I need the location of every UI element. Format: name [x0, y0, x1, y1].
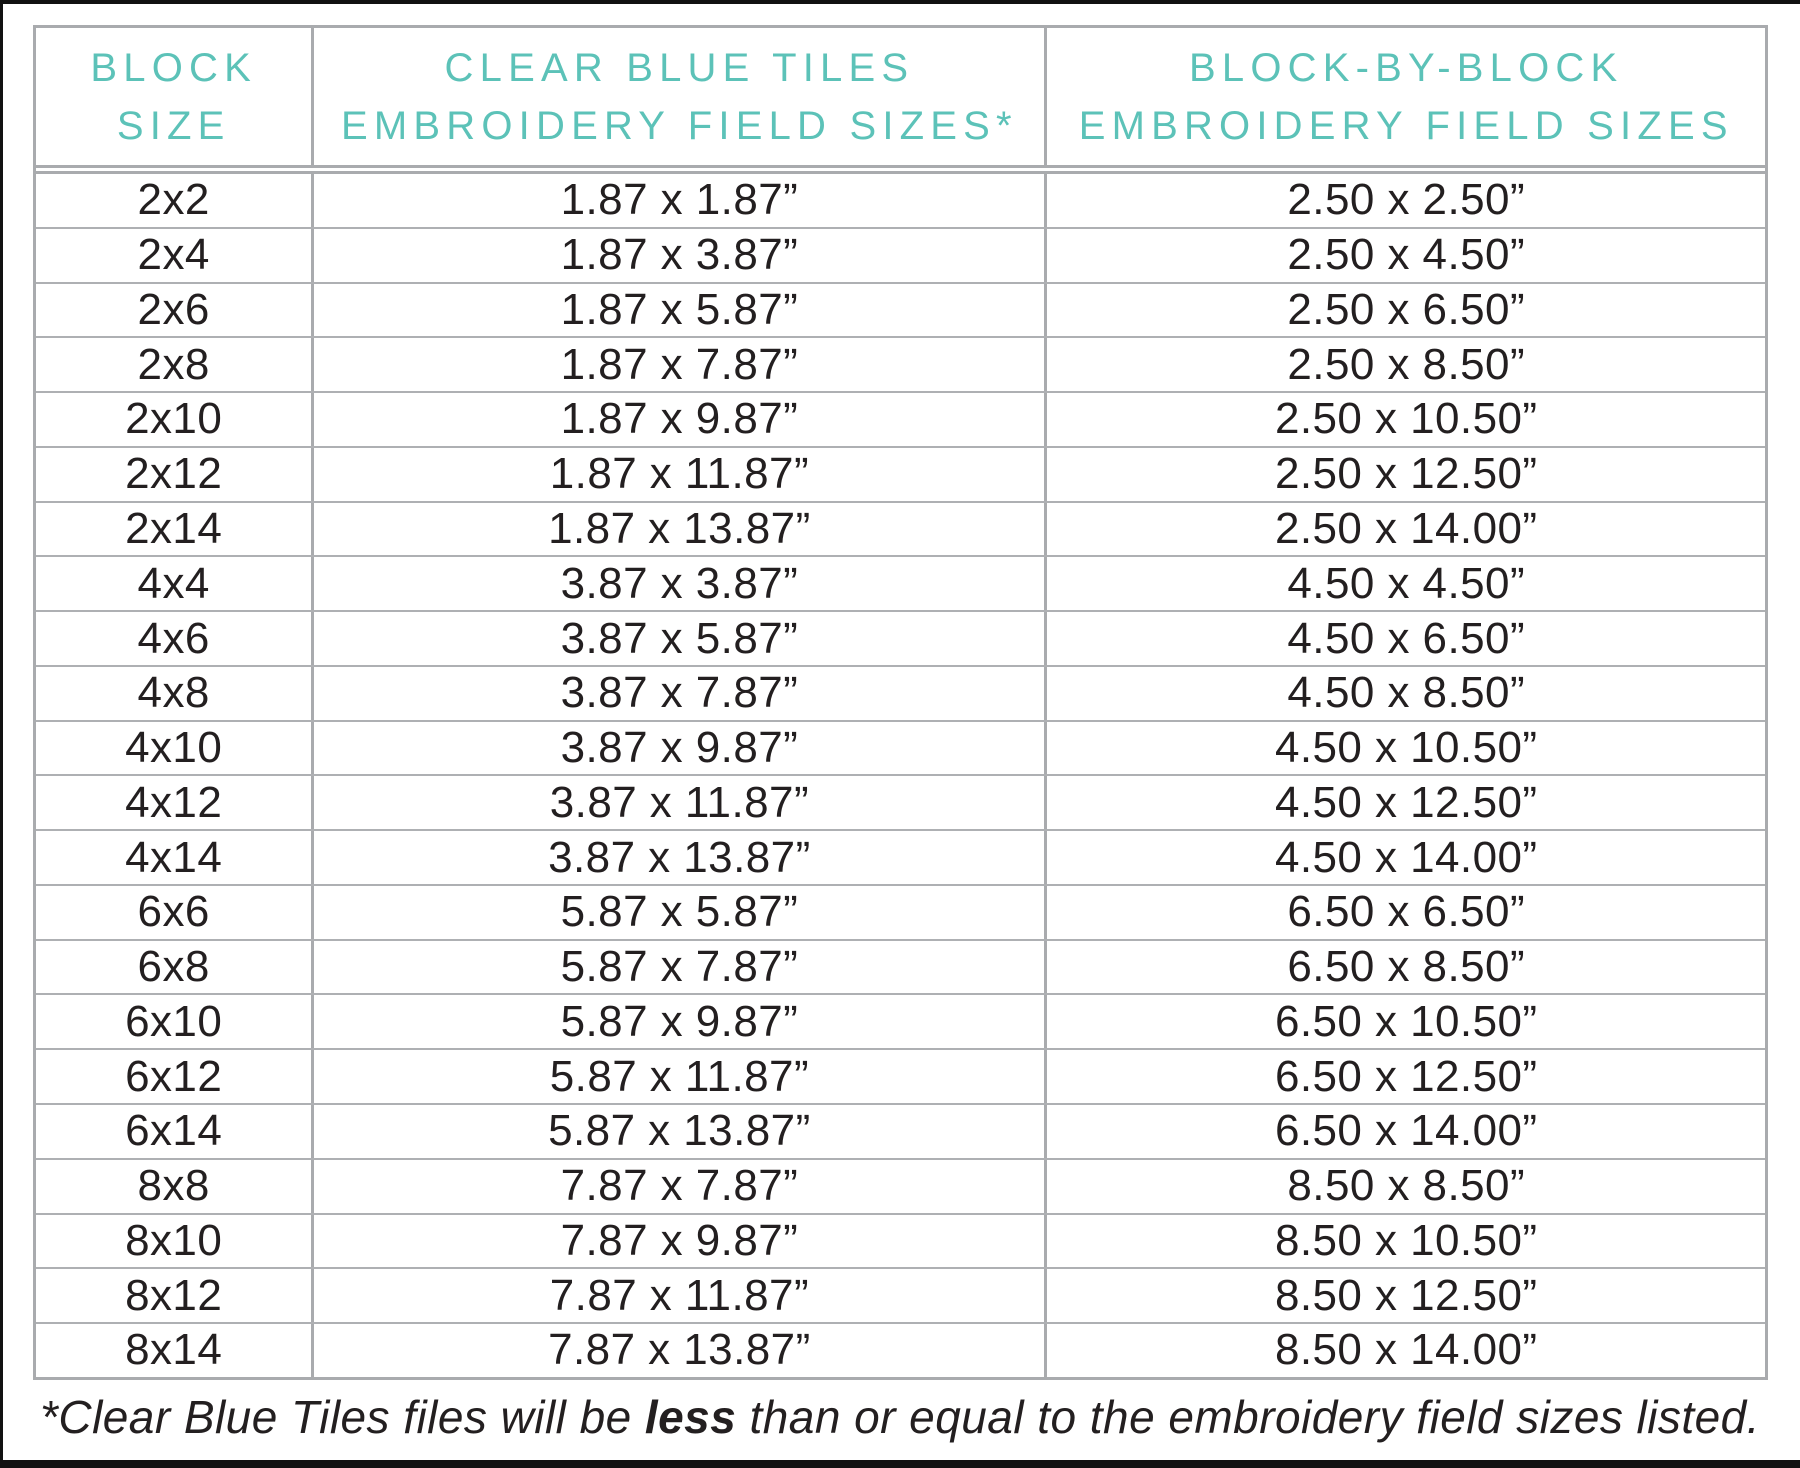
block-size-cell: 8x14 — [36, 1324, 314, 1377]
clear-blue-tiles-size-cell: 1.87 x 3.87” — [314, 229, 1047, 282]
clear-blue-tiles-size-cell: 5.87 x 5.87” — [314, 886, 1047, 939]
table-row — [36, 448, 1765, 503]
block-by-block-size-cell: 4.50 x 10.50” — [1274, 723, 1538, 773]
clear-blue-tiles-size-cell: 1.87 x 1.87” — [314, 174, 1047, 227]
block-by-block-size-cell: 8.50 x 8.50” — [1287, 1161, 1526, 1211]
header-line: CLEAR BLUE TILES — [444, 45, 915, 90]
block-size-cell: 6x12 — [36, 1050, 314, 1103]
table-row — [36, 1324, 1765, 1377]
clear-blue-tiles-size-cell: 1.87 x 5.87” — [314, 284, 1047, 337]
table-row — [36, 503, 1765, 558]
block-by-block-size-cell: 6.50 x 14.00” — [1274, 1106, 1538, 1156]
header-line: EMBROIDERY FIELD SIZES* — [340, 103, 1018, 148]
block-size-cell: 2x10 — [36, 393, 314, 446]
clear-blue-tiles-size-cell: 7.87 x 13.87” — [314, 1324, 1047, 1377]
block-size-cell: 2x12 — [36, 448, 314, 501]
block-by-block-size-cell: 8.50 x 12.50” — [1274, 1270, 1538, 1320]
block-size-cell: 6x14 — [36, 1105, 314, 1158]
footnote — [0, 1390, 1800, 1444]
block-size-cell: 4x6 — [36, 612, 314, 665]
block-by-block-size-cell: 4.50 x 6.50” — [1287, 613, 1526, 663]
block-size-cell: 2x8 — [36, 338, 314, 391]
table-row — [36, 1269, 1765, 1324]
block-size-cell: 2x14 — [36, 503, 314, 556]
block-size-cell: 4x8 — [36, 667, 314, 720]
table-row — [36, 284, 1765, 339]
clear-blue-tiles-size-cell: 5.87 x 11.87” — [314, 1050, 1047, 1103]
table-row — [36, 722, 1765, 777]
block-by-block-size-cell: 2.50 x 10.50” — [1274, 394, 1538, 444]
table-row — [36, 1160, 1765, 1215]
clear-blue-tiles-size-cell: 3.87 x 11.87” — [314, 776, 1047, 829]
block-by-block-size-cell: 6.50 x 8.50” — [1287, 942, 1526, 992]
clear-blue-tiles-size-cell: 7.87 x 7.87” — [314, 1160, 1047, 1213]
table-body — [36, 174, 1765, 1377]
block-size-cell: 8x8 — [36, 1160, 314, 1213]
block-size-cell: 4x4 — [36, 557, 314, 610]
clear-blue-tiles-size-cell: 5.87 x 13.87” — [314, 1105, 1047, 1158]
clear-blue-tiles-size-cell: 3.87 x 7.87” — [314, 667, 1047, 720]
clear-blue-tiles-size-cell: 5.87 x 7.87” — [314, 941, 1047, 994]
table-row — [36, 393, 1765, 448]
table-row — [36, 338, 1765, 393]
clear-blue-tiles-size-cell: 3.87 x 13.87” — [314, 831, 1047, 884]
header-line: BLOCK — [90, 45, 257, 90]
clear-blue-tiles-size-cell: 1.87 x 13.87” — [314, 503, 1047, 556]
block-by-block-size-cell: 4.50 x 12.50” — [1274, 777, 1538, 827]
column-header-block-size — [36, 28, 314, 165]
clear-blue-tiles-size-cell: 1.87 x 9.87” — [314, 393, 1047, 446]
clear-blue-tiles-size-cell: 5.87 x 9.87” — [314, 995, 1047, 1048]
block-size-cell: 6x8 — [36, 941, 314, 994]
block-by-block-size-cell: 4.50 x 14.00” — [1274, 832, 1538, 882]
block-by-block-size-cell: 2.50 x 8.50” — [1287, 339, 1526, 389]
page-frame-bottom-edge — [0, 1460, 1800, 1468]
block-by-block-size-cell: 8.50 x 10.50” — [1274, 1215, 1538, 1265]
block-size-cell: 8x12 — [36, 1269, 314, 1322]
clear-blue-tiles-size-cell: 1.87 x 7.87” — [314, 338, 1047, 391]
table-row — [36, 174, 1765, 229]
block-by-block-size-cell: 8.50 x 14.00” — [1274, 1325, 1538, 1375]
block-by-block-size-cell: 6.50 x 12.50” — [1274, 1051, 1538, 1101]
clear-blue-tiles-size-cell: 3.87 x 3.87” — [314, 557, 1047, 610]
block-by-block-size-cell: 2.50 x 2.50” — [1287, 175, 1526, 225]
block-by-block-size-cell: 2.50 x 4.50” — [1287, 230, 1526, 280]
header-line: SIZE — [116, 103, 231, 148]
table-row — [36, 831, 1765, 886]
block-size-cell: 2x4 — [36, 229, 314, 282]
page-frame-top-edge — [0, 0, 1800, 4]
table-row — [36, 667, 1765, 722]
header-line: EMBROIDERY FIELD SIZES — [1078, 103, 1734, 148]
block-size-cell: 4x12 — [36, 776, 314, 829]
block-size-cell: 2x6 — [36, 284, 314, 337]
block-size-cell: 4x10 — [36, 722, 314, 775]
block-by-block-size-cell: 6.50 x 10.50” — [1274, 996, 1538, 1046]
table-row — [36, 1215, 1765, 1270]
column-header-clear-blue-tiles — [314, 28, 1047, 165]
block-size-cell: 6x6 — [36, 886, 314, 939]
header-line: BLOCK-BY-BLOCK — [1189, 45, 1624, 90]
clear-blue-tiles-size-cell: 3.87 x 5.87” — [314, 612, 1047, 665]
block-size-cell: 2x2 — [36, 174, 314, 227]
block-by-block-size-cell: 4.50 x 4.50” — [1287, 558, 1526, 608]
block-by-block-size-cell: 2.50 x 12.50” — [1274, 449, 1538, 499]
block-by-block-size-cell: 4.50 x 8.50” — [1287, 668, 1526, 718]
table-row — [36, 612, 1765, 667]
column-header-block-by-block — [1047, 28, 1765, 165]
clear-blue-tiles-size-cell: 1.87 x 11.87” — [314, 448, 1047, 501]
footnote-text-emphasis: less — [644, 1391, 737, 1443]
clear-blue-tiles-size-cell: 7.87 x 11.87” — [314, 1269, 1047, 1322]
block-by-block-size-cell: 6.50 x 6.50” — [1287, 887, 1526, 937]
clear-blue-tiles-size-cell: 3.87 x 9.87” — [314, 722, 1047, 775]
table-row — [36, 941, 1765, 996]
table-row — [36, 557, 1765, 612]
block-size-cell: 8x10 — [36, 1215, 314, 1268]
table-row — [36, 776, 1765, 831]
footnote-text-suffix: than or equal to the embroidery field sizes listed. — [736, 1391, 1760, 1443]
block-by-block-size-cell: 2.50 x 14.00” — [1274, 503, 1538, 553]
table-row — [36, 886, 1765, 941]
table-header-row — [36, 28, 1765, 174]
clear-blue-tiles-size-cell: 7.87 x 9.87” — [314, 1215, 1047, 1268]
block-size-cell: 6x10 — [36, 995, 314, 1048]
table-row — [36, 1105, 1765, 1160]
embroidery-field-size-table — [33, 25, 1768, 1380]
footnote-text-prefix: *Clear Blue Tiles files will be — [40, 1391, 645, 1443]
table-row — [36, 229, 1765, 284]
table-row — [36, 1050, 1765, 1105]
block-by-block-size-cell: 2.50 x 6.50” — [1287, 284, 1526, 334]
table-row — [36, 995, 1765, 1050]
page-frame-left-edge — [0, 0, 3, 1468]
block-size-cell: 4x14 — [36, 831, 314, 884]
